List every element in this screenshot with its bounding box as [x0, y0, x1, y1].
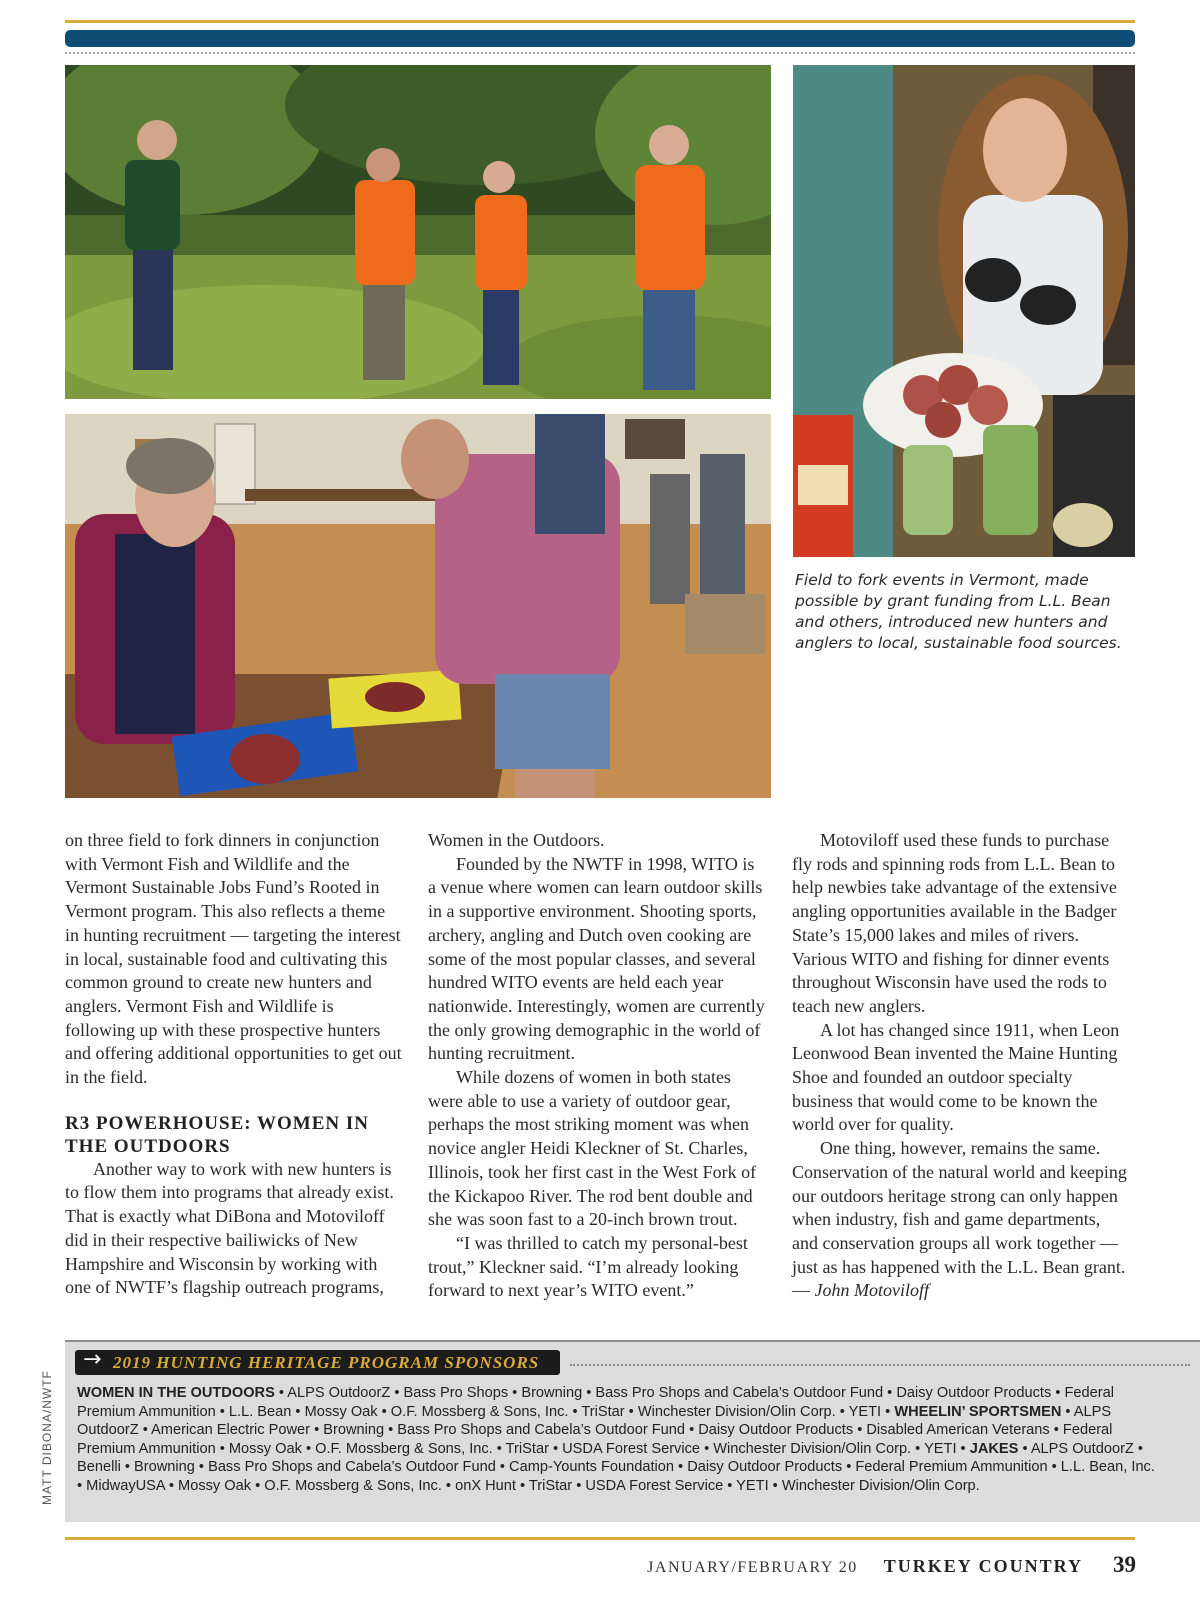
page-number: 39 [1113, 1552, 1136, 1577]
col1-paragraph-2: Another way to work with new hunters is to flow them into programs that already exist. That is exactly what DiBona and Motoviloff did in their respective bailiwicks of New Hampshire and Wisconsin by working with one of NWTF’s flagship outreach programs, [65, 1158, 394, 1298]
article-column-2 [428, 829, 766, 1303]
col2-paragraph-4: “I was thrilled to catch my personal-best trout,” Kleckner said. “I’m already looking forward to next year’s WITO event.” [428, 1232, 748, 1301]
arrow-right-icon: → [83, 1347, 102, 1372]
col3-paragraph-3 [792, 1137, 1130, 1303]
jakes-sponsor-list: • ALPS OutdoorZ • Benelli • Browning • Bass Pro Shops and Cabela’s Outdoor Fund • Camp-Younts Foundation • Daisy Outdoor Products • Federal Premium Ammunition • L.L. Bean, Inc. • MidwayUSA • Mossy Oak • O.F. Mossberg & Sons, Inc. • onX Hunt • TriStar • USDA Forest Service • YETI • Winchester Division/Olin Corp. [77, 1440, 1155, 1494]
page-footer [647, 1552, 1136, 1582]
wito-label: WOMEN IN THE OUTDOORS [77, 1385, 275, 1401]
wheelin-sponsor-list: • ALPS OutdoorZ • American Electric Power • Browning • Bass Pro Shops and Cabela’s Outdoor Fund • Daisy Outdoor Products • Disabled American Veterans • Federal Premium Ammunition • Mossy Oak • O.F. Mossberg & Sons, Inc. • TriStar • USDA Forest Service • Winchester Division/Olin Corp. • YETI • [77, 1403, 1113, 1457]
sponsors-box [65, 1340, 1200, 1522]
photo-girl-meatballs [793, 65, 1135, 557]
photo-butchering-class [65, 414, 771, 798]
top-dotted-rule [65, 52, 1135, 54]
col1-paragraph-1: on three field to fork dinners in conjunction with Vermont Fish and Wildlife and the Vermont Sustainable Jobs Fund’s Rooted in Vermont program. This also reflects a theme in hunting recruitment — targeting the interest in local, sustainable food and cultivating this common ground to create new hunters and anglers. Vermont Fish and Wildlife is following up with these prospective hunters and offering additional opportunities to get out in the field. [65, 830, 402, 1088]
author-signature: John Motoviloff [814, 1280, 929, 1301]
signature-dash: — [792, 1280, 815, 1301]
magazine-name: TURKEY COUNTRY [883, 1556, 1083, 1576]
article-column-1 [65, 829, 403, 1300]
issue-date: JANUARY/FEBRUARY 20 [647, 1559, 858, 1576]
col3-paragraph-2: A lot has changed since 1911, when Leon Leonwood Bean invented the Maine Hunting Shoe and founded an outdoor specialty business that would come to be known the world over for quality. [792, 1019, 1120, 1135]
sponsors-list [77, 1384, 1157, 1496]
photo-credit: MATT DIBONA/NWTF [40, 1370, 54, 1505]
sponsors-dotted-rule [570, 1364, 1190, 1366]
bottom-gold-rule [65, 1537, 1135, 1540]
col3-paragraph-1: Motoviloff used these funds to purchase fly rods and spinning rods from L.L. Bean to help newbies take advantage of the extensive angling opportunities available in the Badger State’s 15,000 lakes and miles of rivers. Various WITO and fishing for dinner events throughout Wisconsin have used the rods to teach new anglers. [792, 830, 1117, 1016]
col3-paragraph-3-text: One thing, however, remains the same. Conservation of the natural world and keeping our outdoors heritage strong can only happen when industry, fish and game departments, and conservation groups all work together — just as has happened with the L.L. Bean grant. [792, 1138, 1127, 1277]
sponsors-title: 2019 HUNTING HERITAGE PROGRAM SPONSORS [113, 1353, 540, 1372]
jakes-label: JAKES [969, 1440, 1019, 1457]
col2-paragraph-1: Women in the Outdoors. [428, 830, 605, 850]
sponsors-title-tag [75, 1347, 560, 1375]
article-column-3 [792, 829, 1130, 1303]
top-blue-bar [65, 30, 1135, 47]
section-heading: R3 POWERHOUSE: WOMEN IN THE OUTDOORS [65, 1112, 369, 1157]
top-gold-rule [65, 20, 1135, 23]
photo-caption: Field to fork events in Vermont, made possible by grant funding from L.L. Bean and others, introduced new hunters and anglers to local, sustainable food sources. [795, 571, 1122, 652]
wheelin-label: WHEELIN’ SPORTSMEN [894, 1403, 1062, 1420]
photo-hunters-field [65, 65, 771, 399]
col2-paragraph-3: While dozens of women in both states were able to use a variety of outdoor gear, perhaps the most striking moment was when novice angler Heidi Kleckner of St. Charles, Illinois, took her first cast in the West Fork of the Kickapoo River. The rod bent double and she was soon fast to a 20-inch brown trout. [428, 1067, 757, 1230]
col2-paragraph-2: Founded by the NWTF in 1998, WITO is a venue where women can learn outdoor skills in a supportive environment. Shooting sports, archery, angling and Dutch oven cooking are some of the most popular classes, and several hundred WITO events are held each year nationwide. Interestingly, women are currently the only growing demographic in the world of hunting recruitment. [428, 853, 765, 1064]
wito-sponsor-list: • ALPS OutdoorZ • Bass Pro Shops • Browning • Bass Pro Shops and Cabela’s Outdoor Fund • Daisy Outdoor Products • Federal Premium Ammunition • L.L. Bean • Mossy Oak • O.F. Mossberg & Sons, Inc. • TriStar • Winchester Division/Olin Corp. • YETI • [77, 1385, 1114, 1420]
